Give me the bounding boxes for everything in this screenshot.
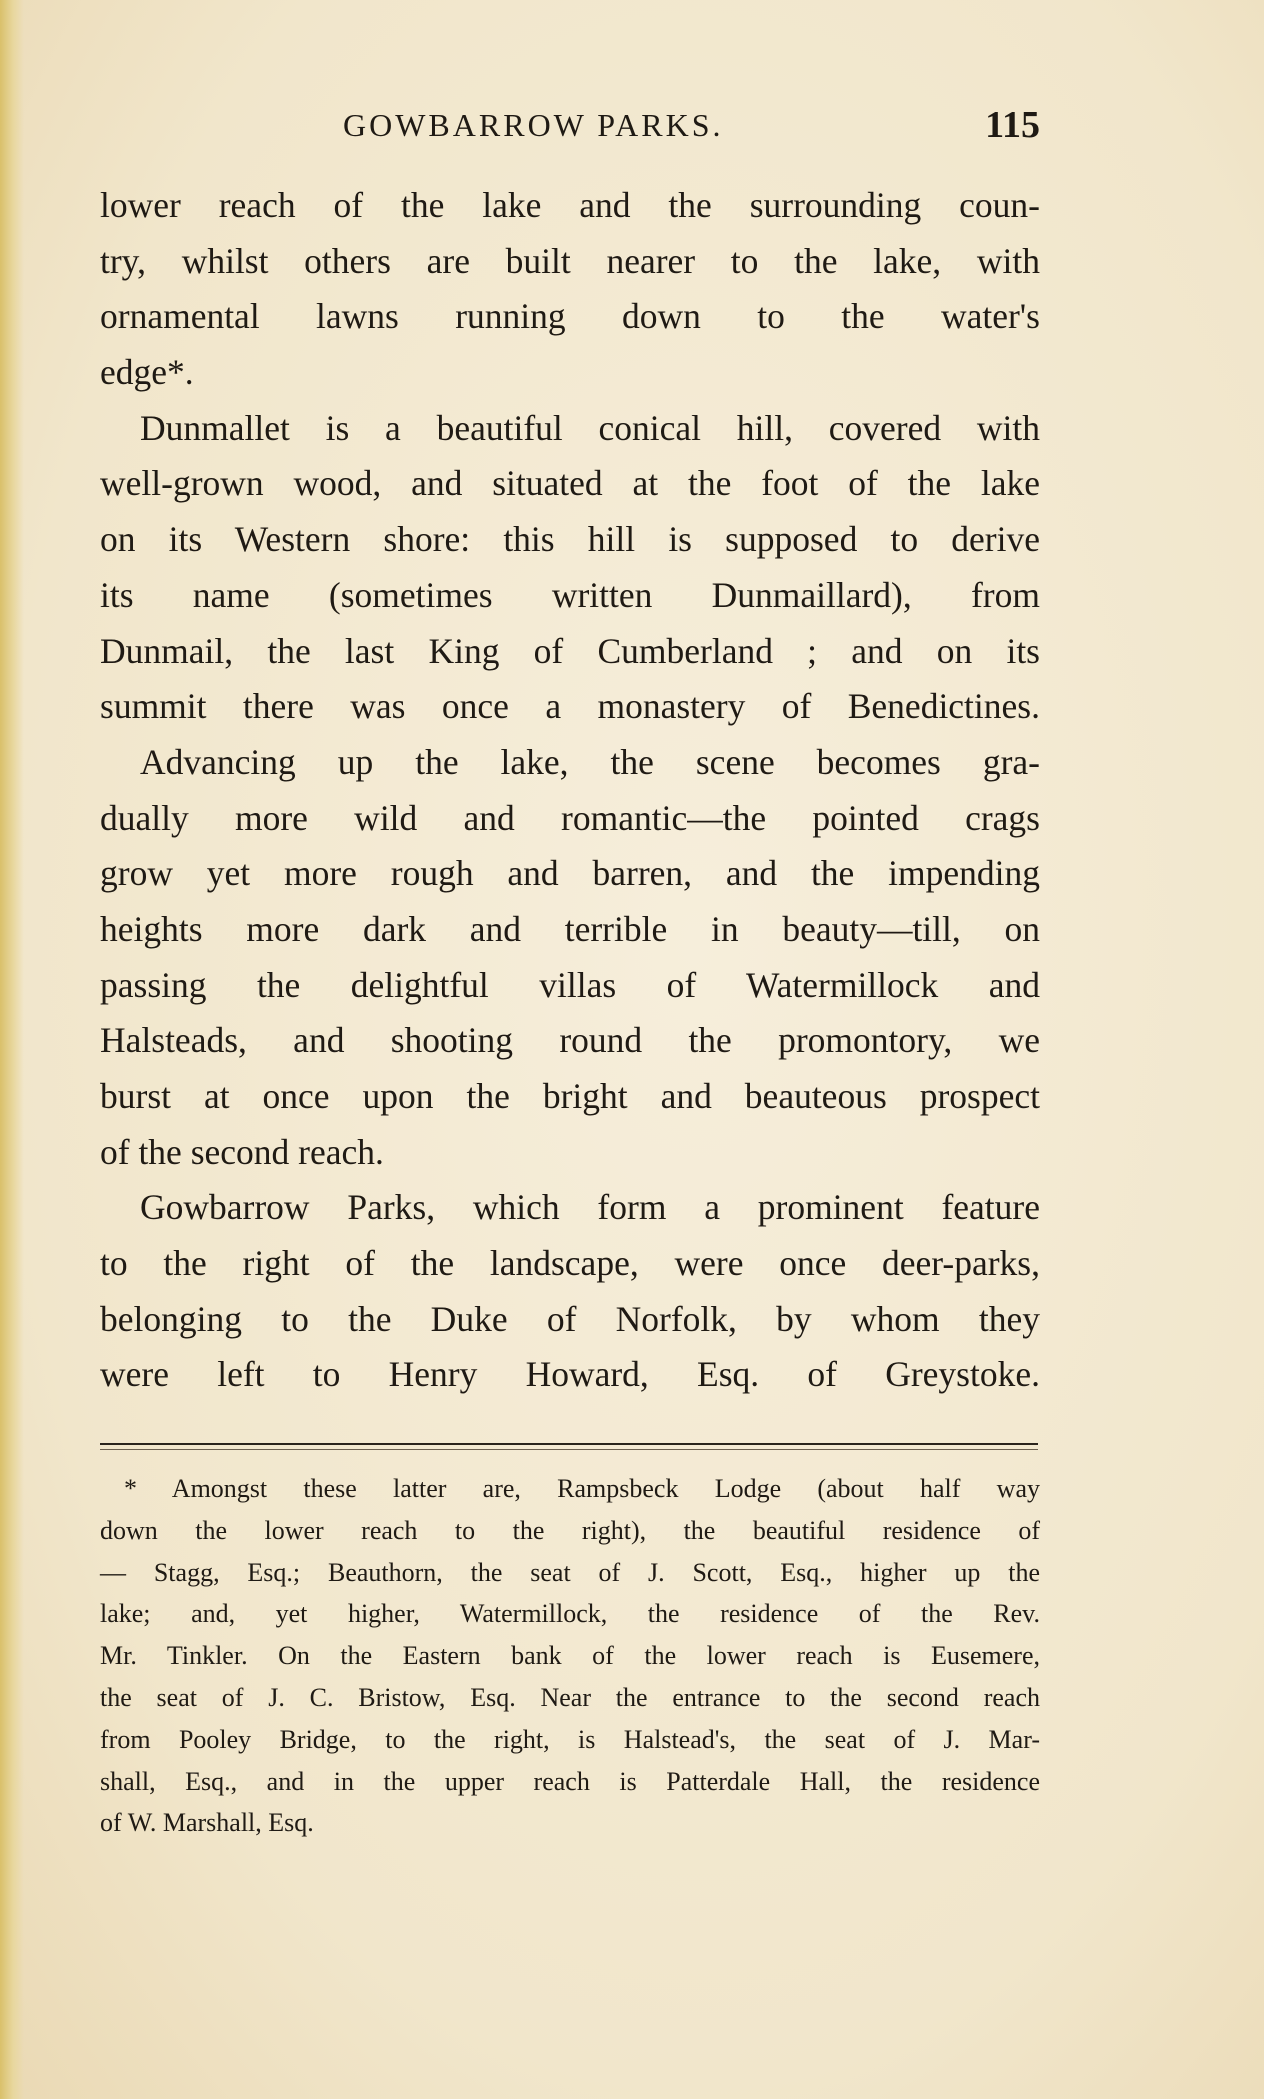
text-line: heights more dark and terrible in beauty—till, on — [100, 908, 1040, 949]
text-line: on its Western shore: this hill is supposed to derive — [100, 519, 1040, 560]
footnote-line: the seat of J. C. Bristow, Esq. Near the entrance to the second reach — [100, 1682, 1040, 1712]
text-line: Dunmail, the last King of Cumberland ; and on its — [100, 630, 1040, 671]
page-number: 115 — [985, 104, 1040, 146]
text-line: lower reach of the lake and the surrounding coun- — [100, 185, 1040, 225]
footnote-divider — [100, 1443, 1038, 1445]
footnote-line: shall, Esq., and in the upper reach is Patterdale Hall, the residence — [100, 1766, 1040, 1796]
text-line: dually more wild and romantic—the pointed crags — [100, 797, 1040, 838]
footnote-line: down the lower reach to the right), the beautiful residence of — [100, 1515, 1040, 1545]
footnote-line: of W. Marshall, Esq. — [100, 1808, 314, 1838]
text-line: try, whilst others are built nearer to the lake, with — [100, 240, 1040, 281]
binding-gutter — [0, 0, 24, 2099]
footnote-line: Mr. Tinkler. On the Eastern bank of the lower reach is Eusemere, — [100, 1641, 1040, 1671]
text-line: to the right of the landscape, were once deer-parks, — [100, 1243, 1040, 1284]
main-text — [100, 178, 1040, 1403]
text-line: grow yet more rough and barren, and the impending — [100, 853, 1040, 894]
footnote-line: from Pooley Bridge, to the right, is Halstead's, the seat of J. Mar- — [100, 1724, 1040, 1754]
text-line: Halsteads, and shooting round the promontory, we — [100, 1020, 1040, 1061]
text-line: summit there was once a monastery of Benedictines. — [100, 686, 1040, 727]
footnote — [100, 1468, 1040, 1844]
text-line: edge*. — [100, 352, 194, 393]
text-line: passing the delightful villas of Watermillock and — [100, 964, 1040, 1005]
paragraph-start-line: Dunmallet is a beautiful conical hill, covered with — [140, 407, 1040, 448]
footnote-divider-thin — [100, 1449, 1038, 1450]
text-line: belonging to the Duke of Norfolk, by whom they — [100, 1298, 1040, 1339]
page-header — [100, 100, 1040, 150]
paragraph-start-line: Advancing up the lake, the scene becomes gra- — [140, 741, 1040, 782]
footnote-line: lake; and, yet higher, Watermillock, the residence of the Rev. — [100, 1599, 1040, 1629]
footnote-line: * Amongst these latter are, Rampsbeck Lodge (about half way — [124, 1474, 1040, 1503]
text-line: well-grown wood, and situated at the foot of the lake — [100, 463, 1040, 504]
text-line: its name (sometimes written Dunmaillard), from — [100, 574, 1040, 615]
text-line: burst at once upon the bright and beauteous prospect — [100, 1076, 1040, 1116]
footnote-line: — Stagg, Esq.; Beauthorn, the seat of J. Scott, Esq., higher up the — [100, 1557, 1040, 1587]
text-line: of the second reach. — [100, 1131, 384, 1172]
text-line: were left to Henry Howard, Esq. of Greystoke. — [100, 1354, 1040, 1395]
running-head: GOWBARROW PARKS. — [343, 107, 724, 143]
text-line: ornamental lawns running down to the water's — [100, 296, 1040, 337]
paragraph-start-line: Gowbarrow Parks, which form a prominent feature — [140, 1187, 1040, 1228]
